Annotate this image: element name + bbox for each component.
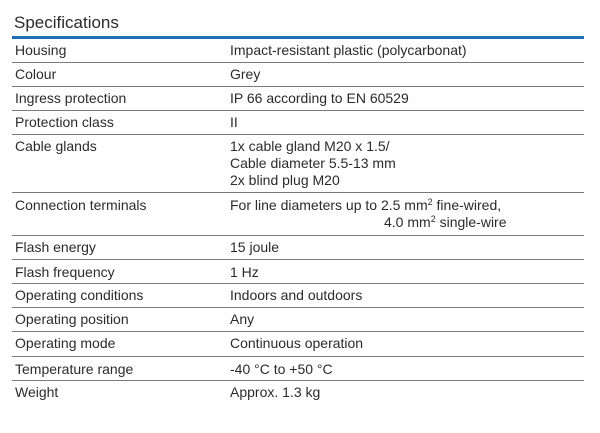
value-superscript: 2	[430, 214, 436, 224]
row-value	[230, 138, 396, 189]
row-label: Protection class	[15, 114, 114, 130]
row-label: Cable glands	[15, 138, 97, 154]
value-text: 4.0 mm	[384, 214, 431, 230]
row-label: Colour	[15, 66, 57, 82]
value-line: 1x cable gland M20 x 1.5/	[230, 138, 390, 154]
value-line: 2x blind plug M20	[230, 172, 340, 188]
row-label: Housing	[15, 42, 67, 58]
row-value: Indoors and outdoors	[230, 287, 363, 303]
table-row-connection-terminals	[12, 193, 584, 236]
table-row-operating-position	[12, 308, 584, 332]
row-value: Any	[230, 311, 255, 327]
row-label: Ingress protection	[15, 90, 127, 106]
row-value: 15 joule	[230, 239, 280, 255]
row-label: Temperature range	[15, 361, 134, 377]
row-value: Continuous operation	[230, 335, 364, 351]
row-value: -40 °C to +50 °C	[230, 361, 333, 377]
row-value: Grey	[230, 66, 261, 82]
row-label: Connection terminals	[15, 197, 147, 213]
row-label: Operating conditions	[15, 287, 144, 303]
row-label: Flash energy	[15, 239, 96, 255]
row-label: Flash frequency	[15, 264, 115, 280]
table-row-flash-frequency	[12, 260, 584, 284]
value-line	[230, 197, 507, 214]
value-text: single-wire	[435, 214, 507, 230]
row-value: II	[230, 114, 238, 130]
specifications-table	[12, 39, 584, 405]
table-row-protection-class	[12, 111, 584, 135]
table-row-operating-mode	[12, 332, 584, 357]
row-label: Operating position	[15, 311, 129, 327]
table-row-flash-energy	[12, 236, 584, 260]
row-value: Impact-resistant plastic (polycarbonat)	[230, 42, 467, 58]
value-line	[230, 214, 507, 231]
row-value: Approx. 1.3 kg	[230, 384, 321, 400]
table-row-ingress-protection	[12, 87, 584, 111]
row-value	[230, 197, 507, 231]
table-row-weight	[12, 381, 584, 405]
value-text: For line diameters up to 2.5 mm	[230, 197, 428, 213]
table-row-housing	[12, 39, 584, 63]
table-row-temperature-range	[12, 357, 584, 381]
row-label: Weight	[15, 384, 59, 400]
table-row-cable-glands	[12, 135, 584, 193]
row-value: IP 66 according to EN 60529	[230, 90, 409, 106]
value-line: Cable diameter 5.5-13 mm	[230, 155, 396, 171]
row-value: 1 Hz	[230, 264, 259, 280]
value-superscript: 2	[427, 197, 433, 207]
table-row-colour	[12, 63, 584, 87]
value-text: fine-wired,	[432, 197, 502, 213]
section-title: Specifications	[14, 13, 119, 32]
table-row-operating-conditions	[12, 284, 584, 308]
row-label: Operating mode	[15, 335, 116, 351]
